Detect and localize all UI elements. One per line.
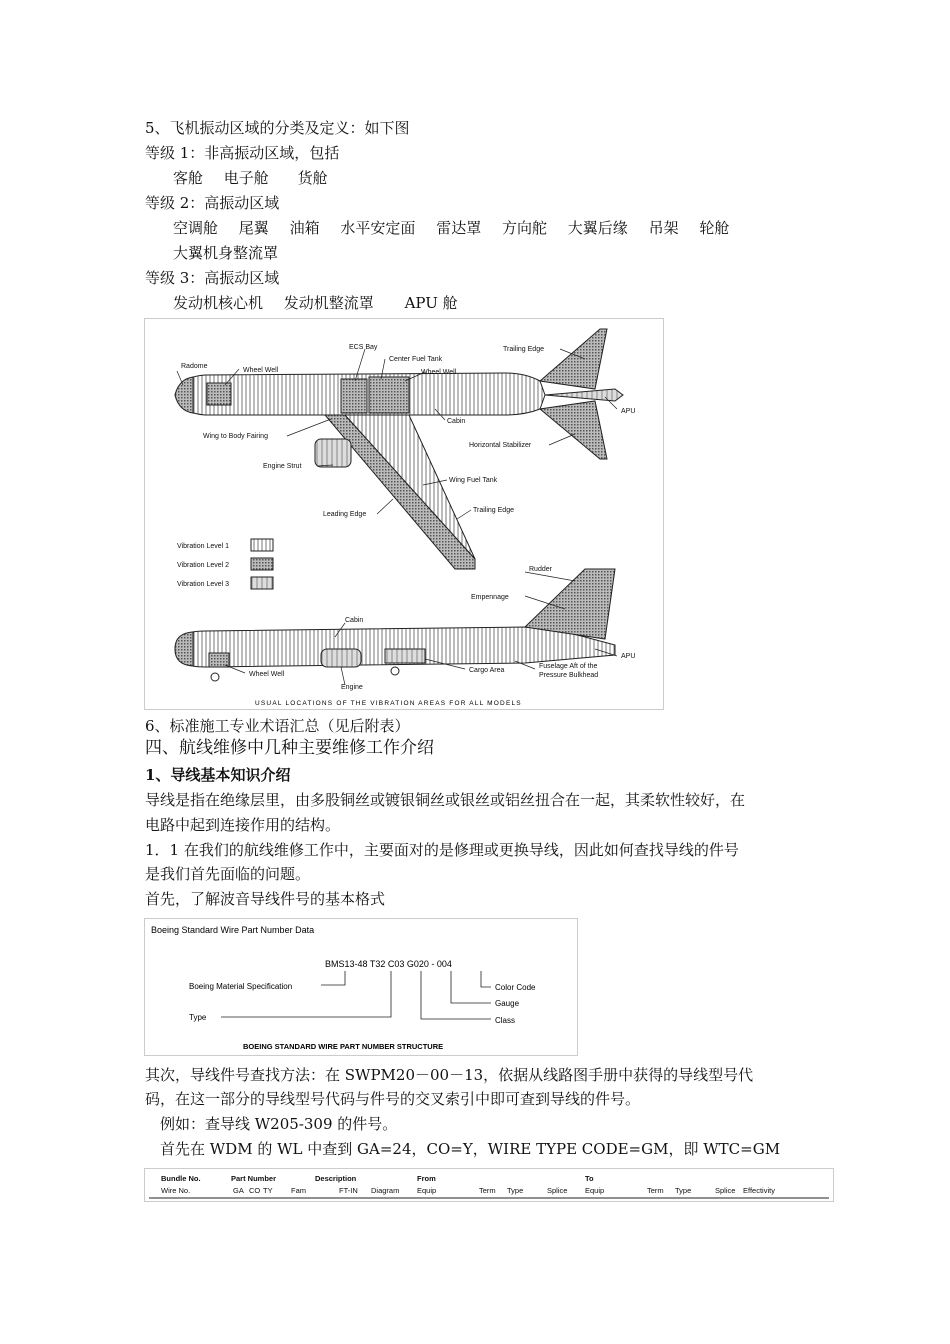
level3-item: 发动机核心机: [173, 294, 264, 312]
level3-text: 等级 3：高振动区域: [145, 269, 280, 287]
level2-item: 雷达罩: [436, 219, 482, 237]
aircraft-diagram: [145, 319, 663, 709]
wire-part-number: BMS13-48 T32 C03 G020 - 004: [325, 959, 452, 969]
label-empennage: Empennage: [471, 594, 509, 601]
level3-item: 发动机整流罩: [283, 294, 374, 312]
col-from: From: [417, 1174, 436, 1183]
label-wing-to-body-fairing: Wing to Body Fairing: [203, 433, 268, 440]
label-cargo-area: Cargo Area: [469, 667, 505, 674]
label-apu-side: APU: [621, 653, 636, 660]
wire-list-header: [145, 1169, 833, 1201]
chapter4-heading: 四、航线维修中几种主要维修工作介绍: [145, 738, 434, 758]
level2-item: 吊架: [648, 219, 679, 237]
level2-text: 等级 2：高振动区域: [145, 194, 280, 212]
para5: 例如：查导线 W205-309 的件号。: [160, 1115, 398, 1133]
label-apu: APU: [621, 408, 636, 415]
label-cabin-side: Cabin: [345, 617, 364, 624]
col-ga: GA: [233, 1186, 244, 1195]
wire-part-number-figure: [144, 918, 578, 1056]
subsection1-text: 1、导线基本知识介绍: [145, 766, 291, 784]
level2-item: 方向舵: [501, 219, 547, 237]
level1-item: 电子舱: [223, 169, 269, 187]
level2-item: 尾翼: [238, 219, 269, 237]
figure-caption: USUAL LOCATIONS OF THE VIBRATION AREAS FOR ALL MODELS: [255, 700, 522, 707]
level2-items-2: 大翼机身整流罩: [173, 244, 279, 262]
label-wing-fuel-tank: Wing Fuel Tank: [449, 477, 498, 484]
level2-item: 轮舱: [699, 219, 730, 237]
para2-line1: 1．1 在我们的航线维修工作中，主要面对的是修理或更换导线，因此如何查找导线的件号: [145, 841, 739, 859]
legend-level-1: Vibration Level 1: [177, 543, 230, 550]
level2-item: 水平安定面: [340, 219, 416, 237]
para1-line2: 电路中起到连接作用的结构。: [145, 816, 341, 834]
para4-line2: 码，在这一部分的导线型号代码与件号的交叉索引中即可查到导线的件号。: [145, 1090, 641, 1108]
label-color-code: Color Code: [495, 983, 536, 992]
wire-list-header-table: [144, 1168, 834, 1202]
label-pressure-bulkhead: Pressure Bulkhead: [539, 672, 599, 679]
label-leading-edge: Leading Edge: [323, 511, 367, 518]
label-rudder: Rudder: [529, 566, 552, 573]
col-to-type: Type: [675, 1186, 692, 1195]
level3-items: [173, 293, 474, 313]
col-description: Description: [315, 1174, 357, 1183]
level2-item: 空调舱: [173, 219, 219, 237]
label-class: Class: [495, 1016, 516, 1025]
col-part-number: Part Number: [231, 1174, 277, 1183]
para6: 首先在 WDM 的 WL 中查到 GA=24，CO=Y，WIRE TYPE CODE=GM，即 WTC=GM: [160, 1140, 781, 1158]
label-gauge: Gauge: [495, 999, 520, 1008]
label-ecs-bay: ECS Bay: [349, 344, 378, 351]
col-to-term: Term: [647, 1186, 664, 1195]
col-bundle-no: Bundle No.: [161, 1174, 201, 1183]
label-horizontal-stabilizer: Horizontal Stabilizer: [469, 442, 532, 449]
level2-items: [173, 218, 745, 238]
col-from-type: Type: [507, 1186, 524, 1195]
para4-line1: 其次，导线件号查找方法：在 SWPM20－00－13，依据从线路图手册中获得的导线型号代: [145, 1066, 754, 1084]
legend-level-2: Vibration Level 2: [177, 562, 230, 569]
label-wheel-well-2: Wheel Well: [421, 369, 457, 376]
para3: 首先，了解波音导线件号的基本格式: [145, 890, 386, 908]
vibration-areas-figure: [144, 318, 664, 710]
legend-level-3: Vibration Level 3: [177, 581, 230, 588]
label-trailing-edge: Trailing Edge: [503, 346, 544, 353]
col-ty: TY: [263, 1186, 273, 1195]
wire-figure-caption: BOEING STANDARD WIRE PART NUMBER STRUCTURE: [243, 1042, 444, 1051]
label-fuselage-aft: Fuselage Aft of the: [539, 663, 598, 670]
col-wire-no: Wire No.: [161, 1186, 191, 1195]
para1-line1: 导线是指在绝缘层里，由多股铜丝或镀银铜丝或银丝或铝丝扭合在一起，其柔软性较好，在: [145, 791, 746, 809]
subsection1-heading: [145, 765, 290, 785]
col-from-splice: Splice: [547, 1186, 568, 1195]
label-wheel-well: Wheel Well: [243, 367, 279, 374]
label-material-spec: Boeing Material Specification: [189, 982, 293, 991]
label-type: Type: [189, 1013, 207, 1022]
level1-items: [173, 168, 344, 188]
wire-figure-title: Boeing Standard Wire Part Number Data: [151, 925, 315, 935]
label-wheel-well-side: Wheel Well: [249, 671, 285, 678]
label-engine-strut: Engine Strut: [263, 463, 302, 470]
level1-item: 客舱: [173, 169, 204, 187]
level3-item: APU 舱: [404, 294, 458, 312]
col-to-splice: Splice: [715, 1186, 736, 1195]
para2-line2: 是我们首先面临的问题。: [145, 865, 311, 883]
level2-item: 大翼后缘: [567, 219, 628, 237]
col-to-equip: Equip: [585, 1186, 605, 1195]
col-fam: Fam: [291, 1186, 306, 1195]
wire-part-number-diagram: [145, 919, 577, 1055]
level2-item: 油箱: [289, 219, 320, 237]
legend-swatch-2: [251, 558, 273, 570]
label-radome: Radome: [181, 363, 208, 370]
col-to: To: [585, 1174, 594, 1183]
label-center-fuel-tank: Center Fuel Tank: [389, 356, 443, 363]
level1-text: 等级 1：非高振动区域，包括: [145, 144, 340, 162]
col-co: CO: [249, 1186, 261, 1195]
label-engine: Engine: [341, 684, 363, 691]
section5-title: 5、飞机振动区域的分类及定义：如下图: [145, 119, 410, 137]
col-diagram: Diagram: [371, 1186, 400, 1195]
level1-item: 货舱: [297, 169, 328, 187]
col-from-equip: Equip: [417, 1186, 437, 1195]
label-cabin: Cabin: [447, 418, 466, 425]
col-ft-in: FT-IN: [339, 1186, 358, 1195]
legend-swatch-3: [251, 577, 273, 589]
section6-text: 6、标准施工专业术语汇总（见后附表）: [145, 717, 410, 735]
col-effectivity: Effectivity: [743, 1186, 775, 1195]
label-trailing-edge-2: Trailing Edge: [473, 507, 514, 514]
legend-swatch-1: [251, 539, 273, 551]
col-from-term: Term: [479, 1186, 496, 1195]
